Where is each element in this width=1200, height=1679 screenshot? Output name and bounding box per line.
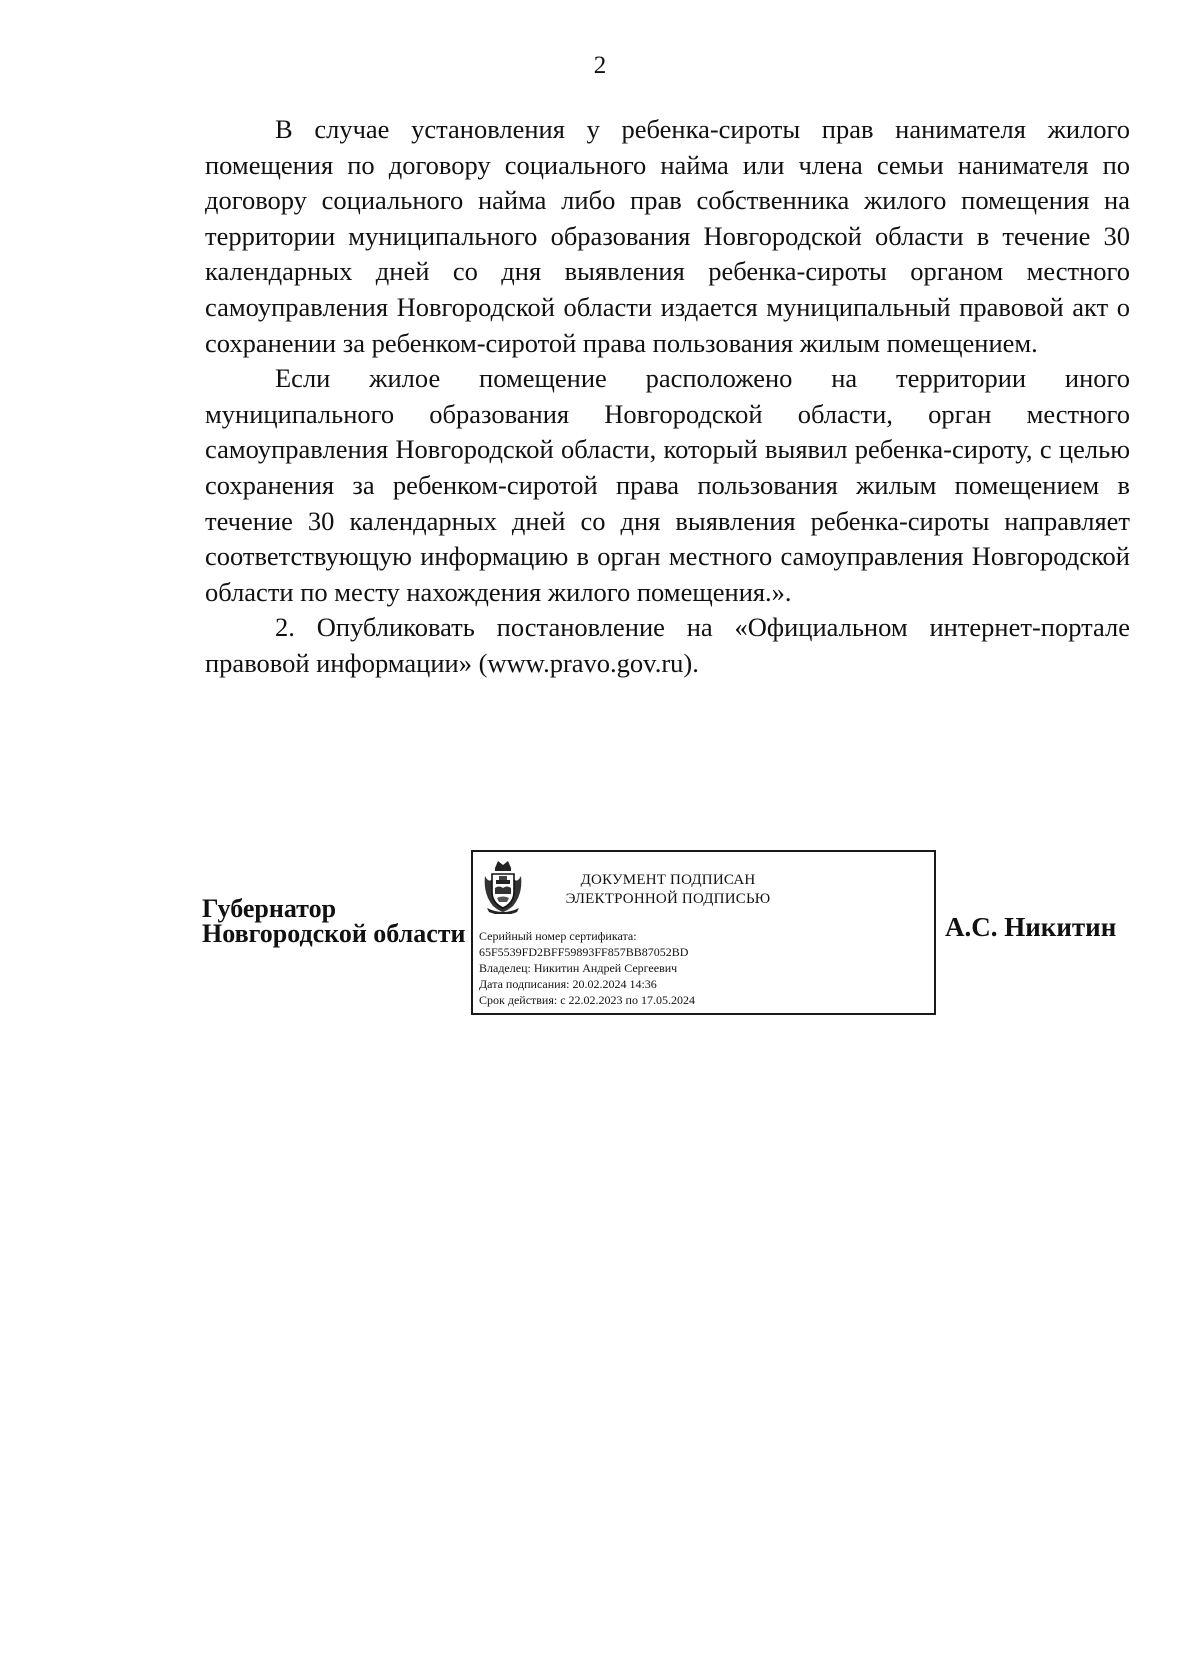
electronic-signature-stamp — [471, 850, 936, 1015]
paragraph-orphan-housing-rights: В случае установления у ребенка-сироты прав нанимателя жилого помещения по договору социального найма или члена семьи нанимателя по договору социального найма либо прав собственника жилого помещения на территории муниципального образования Новгородской области в течение 30 календарных дней со дня выявления ребенка-сироты органом местного самоуправления Новгородской области издается муниципальный правовой акт о сохранении за ребенком-сиротой права пользования жилым помещением. — [205, 114, 1130, 358]
paragraph-publication-order: 2. Опубликовать постановление на «Официальном интернет-портале правовой информации» (www.pravo.gov.ru). — [205, 612, 1130, 678]
e-signature-heading-line2: ЭЛЕКТРОННОЙ ПОДПИСЬЮ — [565, 891, 771, 907]
coat-of-arms-icon — [481, 858, 525, 914]
page-number: 2 — [593, 52, 607, 79]
certificate-label: Серийный номер сертификата: — [479, 929, 637, 943]
certificate-owner: Владелец: Никитин Андрей Сергеевич — [479, 961, 678, 975]
certificate-number: 65F5539FD2BFF59893FF857BB87052BD — [479, 945, 689, 959]
e-signature-heading-line1: ДОКУМЕНТ ПОДПИСАН — [580, 872, 756, 888]
signatory-position-line1: Губернатор — [202, 894, 337, 923]
signature-block — [0, 850, 1200, 1030]
signatory-position — [202, 896, 466, 946]
signing-date: Дата подписания: 20.02.2024 14:36 — [479, 977, 657, 991]
signatory-name: А.С. Никитин — [945, 912, 1117, 942]
certificate-validity: Срок действия: с 22.02.2023 по 17.05.2024 — [479, 993, 695, 1007]
signatory-position-line2: Новгородской области — [202, 919, 466, 948]
e-signature-details — [479, 928, 695, 1008]
e-signature-heading — [553, 871, 783, 909]
paragraph-other-municipality: Если жилое помещение расположено на территории иного муниципального образования Новгородской области, орган местного самоуправления Новгородской области, который выявил ребенка-сироту, с целью сохранения за ребенком-сиротой права пользования жилым помещением в течение 30 календарных дней со дня выявления ребенка-сироты направляет соответствующую информацию в орган местного самоуправления Новгородской области по месту нахождения жилого помещения.». — [205, 363, 1130, 607]
document-body — [205, 112, 1130, 682]
